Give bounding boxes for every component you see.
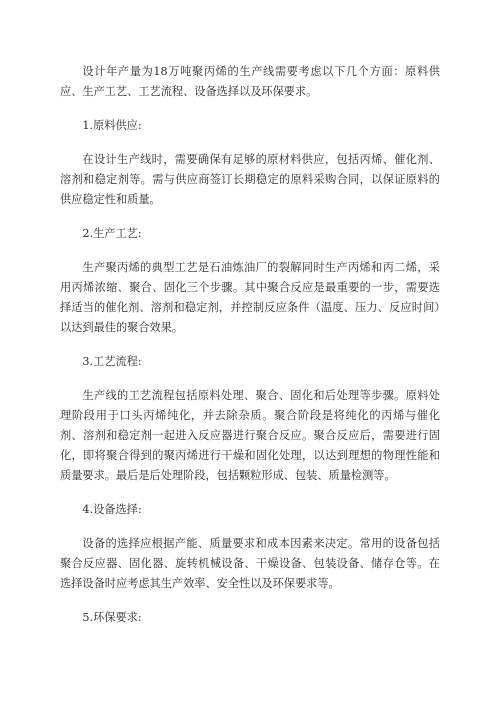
section-heading-environment: 5.环保要求: bbox=[82, 611, 142, 624]
document-body bbox=[60, 62, 440, 642]
section-body-equipment: 设备的选择应根据产能、质量要求和成本因素来决定。常用的设备包括聚合反应器、固化器、旋转机械设备、干燥设备、包装设备、储存仓等。在选择设备时应考虑其生产效率、安全性以及环保要求等。 bbox=[60, 537, 440, 590]
section-body-process-flow: 生产线的工艺流程包括原料处理、聚合、固化和后处理等步骤。原料处理阶段用于口头丙烯纯化，并去除杂质。聚合阶段是将纯化的丙烯与催化剂、溶剂和稳定剂一起进入反应器进行聚合反应。聚合反应后，需要进行固化，即将聚合得到的聚丙烯进行干燥和固化处理，以达到理想的物理性能和质量要求。最后是后处理阶段，包括颗粒形成、包装、质量检测等。 bbox=[60, 389, 440, 482]
section-body-process: 生产聚丙烯的典型工艺是石油炼油厂的裂解同时生产丙烯和丙二烯，采用丙烯浓缩、聚合、固化三个步骤。其中聚合反应是最重要的一步，需要选择适当的催化剂、溶剂和稳定剂，并控制反应条件（温度、压力、反应时间）以达到最佳的聚合效果。 bbox=[60, 261, 440, 334]
section-heading-raw-material: 1.原料供应: bbox=[82, 119, 142, 132]
section-heading-equipment: 4.设备选择: bbox=[82, 503, 142, 516]
section-body-raw-material: 在设计生产线时，需要确保有足够的原材料供应，包括丙烯、催化剂、溶剂和稳定剂等。需与供应商签订长期稳定的原料采购合同，以保证原料的供应稳定性和质量。 bbox=[60, 153, 440, 206]
section-heading-process: 2.生产工艺: bbox=[82, 227, 142, 240]
section-heading-process-flow: 3.工艺流程: bbox=[82, 355, 142, 368]
intro-paragraph: 设计年产量为18万吨聚丙烯的生产线需要考虑以下几个方面：原料供应、生产工艺、工艺流程、设备选择以及环保要求。 bbox=[60, 65, 440, 98]
